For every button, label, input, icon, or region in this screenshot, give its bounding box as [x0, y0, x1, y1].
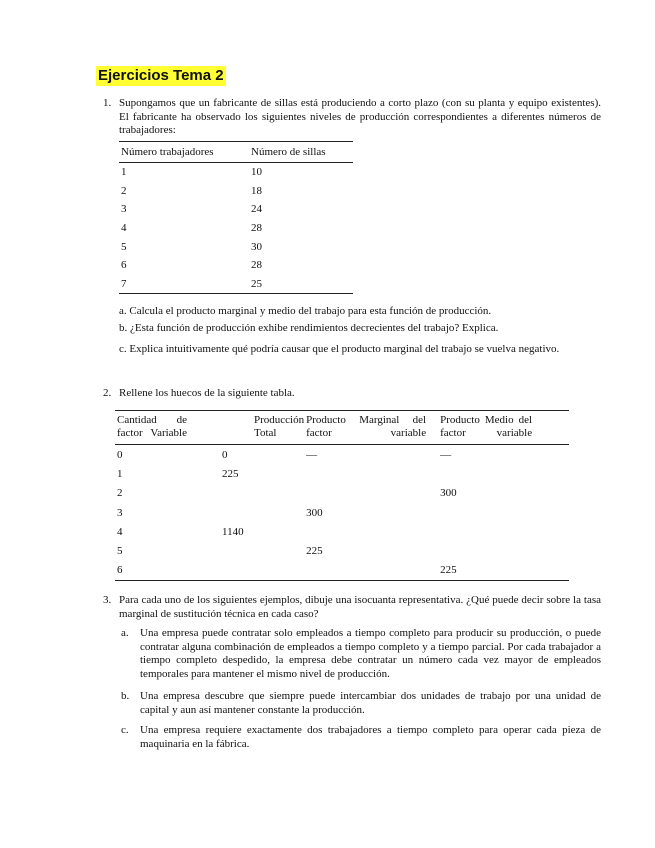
table-cell: 30 [251, 240, 262, 253]
table-row [119, 256, 353, 275]
table-cell: 4 [117, 525, 123, 538]
table-header-text: Producto Medio del factor variable [440, 414, 533, 439]
table-cell: 6 [115, 561, 220, 581]
table-cell: 7 [119, 275, 249, 294]
table-cell: 24 [251, 203, 262, 216]
table-cell: 2 [117, 487, 123, 500]
table-cell: 0 [222, 448, 228, 461]
table-header: Número trabajadores [119, 142, 249, 163]
table-cell: 0 [117, 448, 123, 461]
table-cell [304, 464, 438, 483]
table-cell: 5 [117, 545, 123, 558]
table-cell [220, 484, 304, 503]
production-table [119, 141, 353, 294]
question-a: a. Calcula el producto marginal y medio del trabajo para esta función de producción. [119, 305, 492, 317]
table-cell: 225 [438, 561, 569, 581]
table-cell: 3 [121, 203, 127, 216]
table-cell: — [440, 448, 452, 461]
table-row [115, 522, 569, 541]
item-b-text: Una empresa descubre que siempre puede intercambiar dos unidades de trabajo por una unidad de capital y aun así mantener constante la producción. [140, 690, 601, 716]
item-a-text: Una empresa puede contratar solo empleados a tiempo completo para producir su producción, o puede contratar alguna combinación de empleados a tiempo completo y a tiempo parcial. Por cada trabajador a tiempo completo despedido, la empresa debe contratar un número cada vez mayor de empleados temporales para mantener el mismo nivel de producción. [140, 627, 601, 680]
table-cell [304, 522, 438, 541]
table-cell: 1 [117, 467, 123, 480]
table-cell: 5 [121, 240, 127, 253]
table-cell: 2 [121, 184, 127, 197]
table-row [119, 200, 353, 219]
table-cell: 300 [306, 506, 323, 519]
table-row [115, 464, 569, 483]
table-cell: 4 [121, 222, 127, 235]
item-c-label: c. [121, 724, 129, 736]
table-cell [438, 503, 569, 522]
table-row [115, 503, 569, 522]
table-header-text: Producción Total [254, 414, 305, 439]
table-cell: 28 [251, 222, 262, 235]
table-cell [220, 503, 304, 522]
question-b: b. ¿Esta función de producción exhibe rendimientos decrecientes del trabajo? Explica. [119, 322, 499, 334]
table-row [119, 275, 353, 294]
table-cell: 25 [249, 275, 353, 294]
page-title: Ejercicios Tema 2 [98, 67, 224, 84]
table-cell: 1 [121, 166, 127, 179]
table-cell [220, 541, 304, 560]
table-cell: 1140 [222, 525, 244, 538]
table-header [304, 411, 438, 445]
table-header: Número de sillas [249, 142, 353, 163]
table-cell: 18 [251, 184, 262, 197]
fill-table [115, 410, 569, 581]
exercise-3-intro: Para cada uno de los siguientes ejemplos, dibuje una isocuanta representativa. ¿Qué puede decir sobre la tasa marginal de sustitución técnica en cada caso? [119, 594, 601, 620]
exercise-2-number: 2. [103, 387, 112, 399]
table-row [115, 484, 569, 503]
table-cell [220, 561, 304, 581]
table-row [115, 561, 569, 581]
table-row [119, 182, 353, 201]
question-c: c. Explica intuitivamente qué podría causar que el producto marginal del trabajo se vuelva negativo. [119, 343, 560, 355]
table-cell: 10 [251, 166, 262, 179]
table-header-text: Producto Marginal del factor variable [306, 414, 427, 439]
table-cell [438, 541, 569, 560]
item-b-label: b. [121, 690, 130, 702]
exercise-1-intro: Supongamos que un fabricante de sillas está produciendo a corto plazo (con su planta y equipo existentes). El fabricante ha observado los siguientes niveles de producción correspondientes a diferentes números de trabajadores: [119, 97, 601, 137]
table-row [115, 445, 569, 465]
table-row [119, 237, 353, 256]
table-cell [304, 484, 438, 503]
table-header [115, 411, 220, 445]
table-header-text: Cantidad de factor Variable [117, 414, 187, 439]
table-cell: — [306, 448, 318, 461]
table-cell [304, 561, 438, 581]
table-header [438, 411, 569, 445]
table-cell: 225 [222, 467, 239, 480]
item-c-text: Una empresa requiere exactamente dos trabajadores a tiempo completo para operar cada pieza de maquinaria en la fábrica. [140, 724, 601, 750]
table-cell: 225 [306, 545, 323, 558]
table-row [119, 219, 353, 238]
table-cell: 3 [117, 506, 123, 519]
table-header [220, 411, 304, 445]
table-row [119, 163, 353, 182]
table-cell [438, 522, 569, 541]
table-row [115, 541, 569, 560]
exercise-3-number: 3. [103, 594, 112, 606]
table-cell: 6 [121, 259, 127, 272]
exercise-1-number: 1. [103, 97, 112, 109]
item-a-label: a. [121, 627, 129, 639]
exercise-2-intro: Rellene los huecos de la siguiente tabla. [119, 387, 295, 399]
table-cell: 300 [440, 487, 457, 500]
table-cell [438, 464, 569, 483]
table-cell: 28 [251, 259, 262, 272]
